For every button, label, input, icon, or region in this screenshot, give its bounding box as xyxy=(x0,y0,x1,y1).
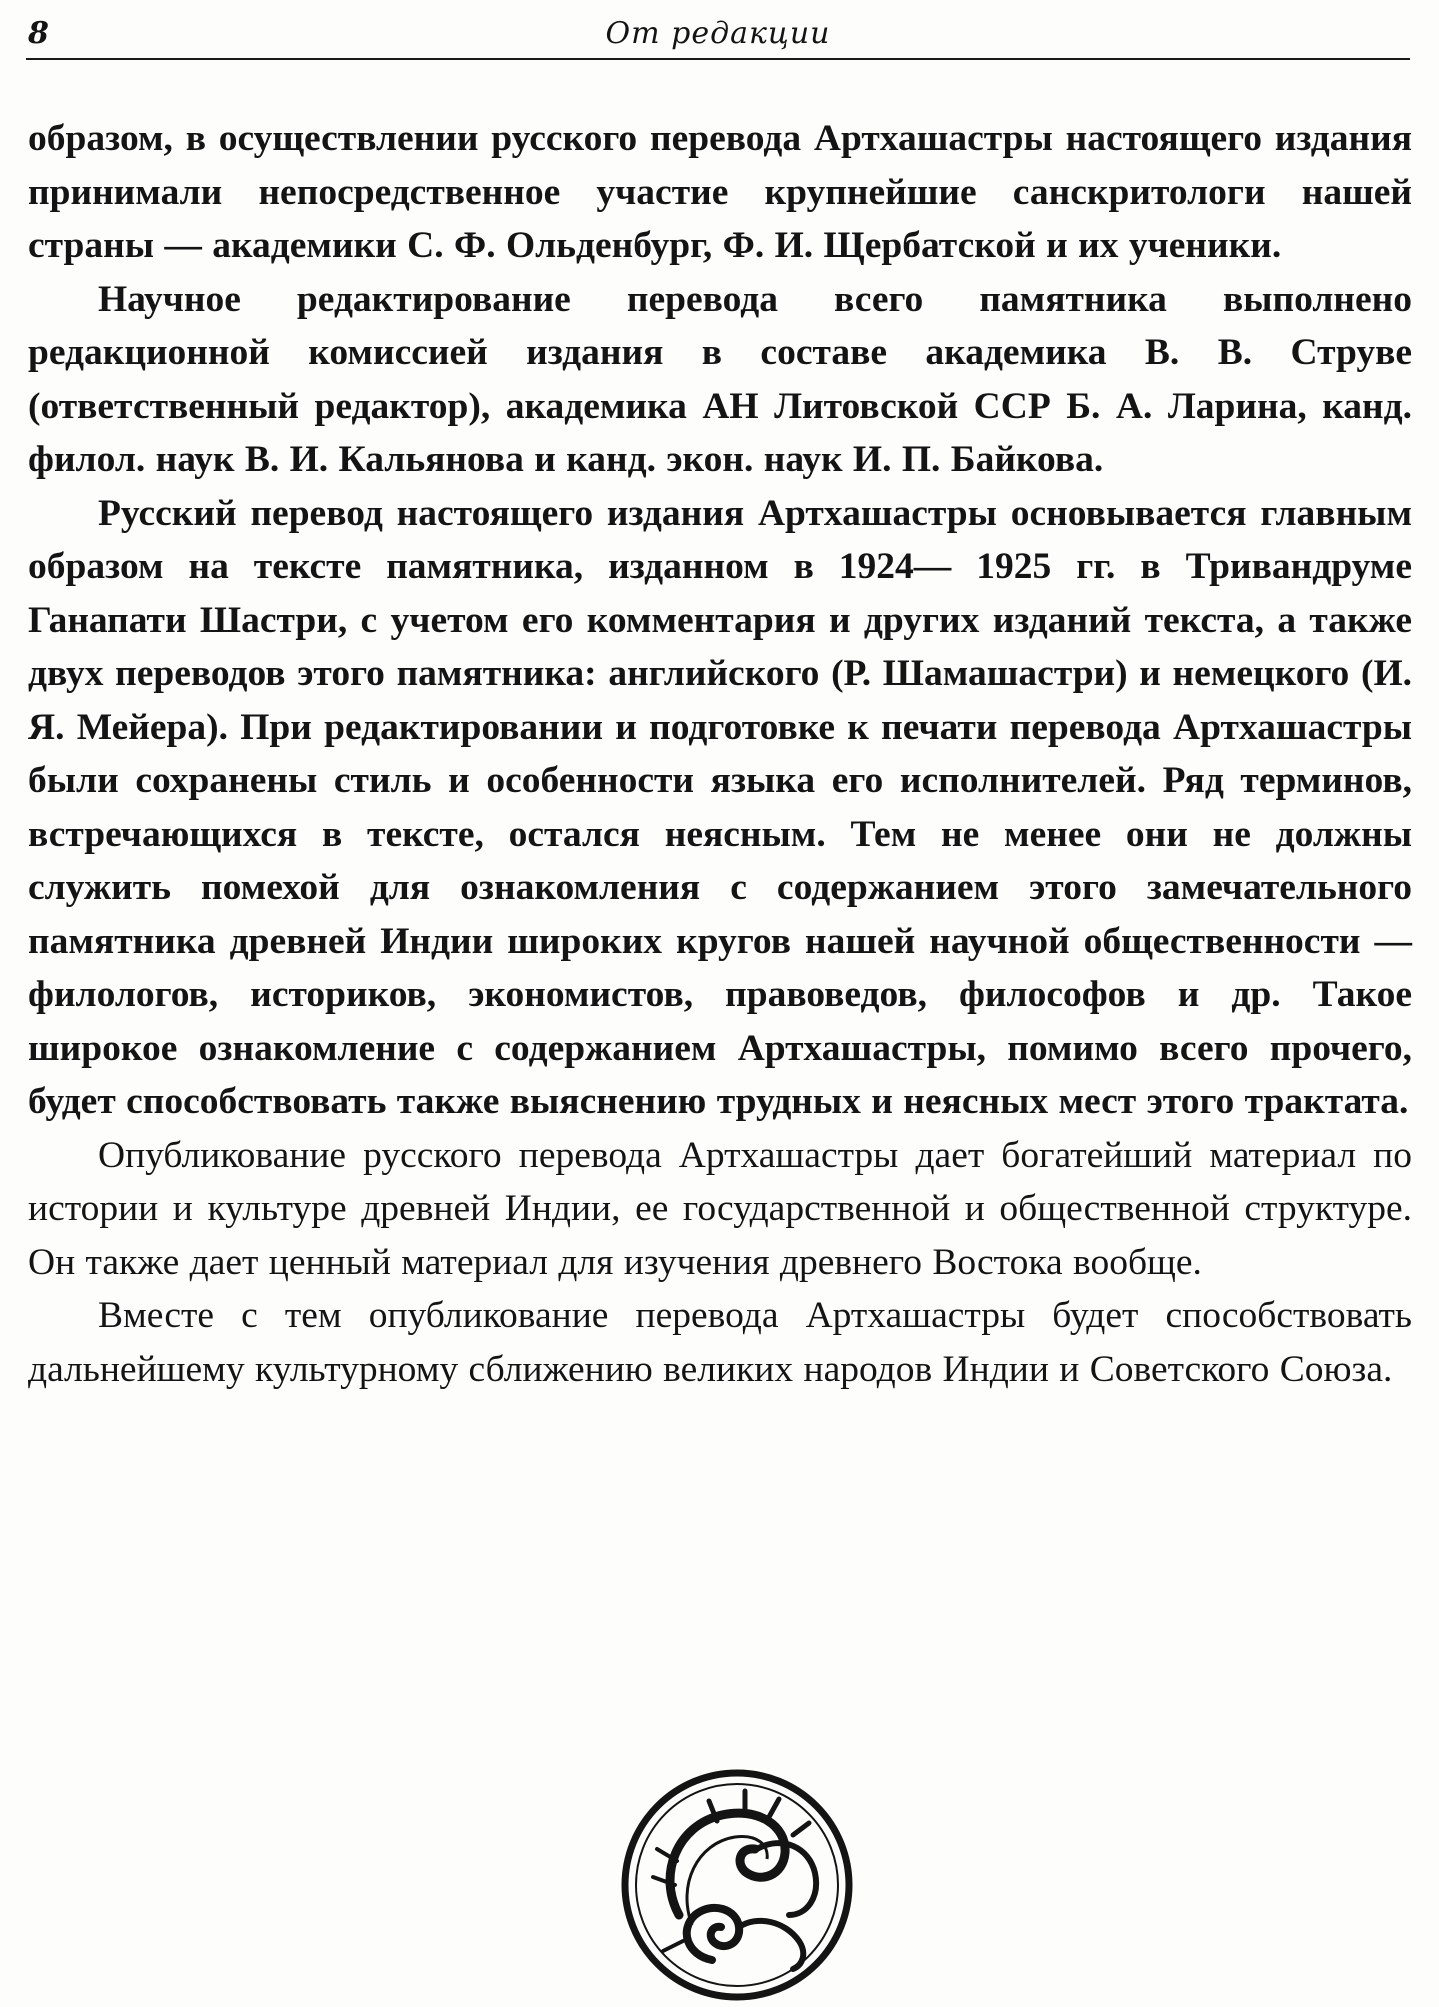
circular-scroll-ornament-icon xyxy=(617,1765,857,2005)
page-number: 8 xyxy=(28,16,49,51)
paragraph-1: образом, в осуществлении русского перевода Артхашастры настоящего издания принимали непосредственное участие крупнейшие санскритологи нашей страны — академики С. Ф. Ольденбург, Ф. И. Щербатской и их ученики. xyxy=(28,118,1412,266)
paragraph-2: Научное редактирование перевода всего памятника выполнено редакционной комиссией издания в составе академика В. В. Струве (ответственный редактор), академика АН Литовской ССР Б. А. Ларина, канд. филол. наук В. И. Кальянова и канд. экон. наук И. П. Байкова. xyxy=(28,278,1412,480)
body-text xyxy=(28,112,1412,1396)
paragraph-4: Опубликование русского перевода Артхашастры дает богатейший материал по истории и культуре древней Индии, ее государственной и общественной структуре. Он также дает ценный материал для изучения древнего Востока вообще. xyxy=(28,1134,1412,1283)
running-title: От редакции xyxy=(605,16,831,51)
paragraph-3: Русский перевод настоящего издания Артхашастры основывается главным образом на тексте памятника, изданном в 1924— 1925 гг. в Тривандруме Ганапати Шастри, с учетом его комментария и других изданий текста, а также двух переводов этого памятника: английского (Р. Шамашастри) и немецкого (И. Я. Мейера). При редактировании и подготовке к печати перевода Артхашастры были сохранены стиль и особенности языка его исполнителей. Ряд терминов, встречающихся в тексте, остался неясным. Тем не менее они не должны служить помехой для ознакомления с содержанием этого замечательного памятника древней Индии широких кругов нашей научной общественности — филологов, историков, экономистов, правоведов, философов и др. Такое широкое ознакомление с содержанием Артхашастры, помимо всего прочего, будет способствовать также выяснению трудных и неясных мест этого трактата. xyxy=(28,492,1412,1122)
paragraph-5: Вместе с тем опубликование перевода Артхашастры будет способствовать дальнейшему культурному сближению великих народов Индии и Советского Союза. xyxy=(28,1295,1412,1390)
page-header xyxy=(26,10,1410,60)
